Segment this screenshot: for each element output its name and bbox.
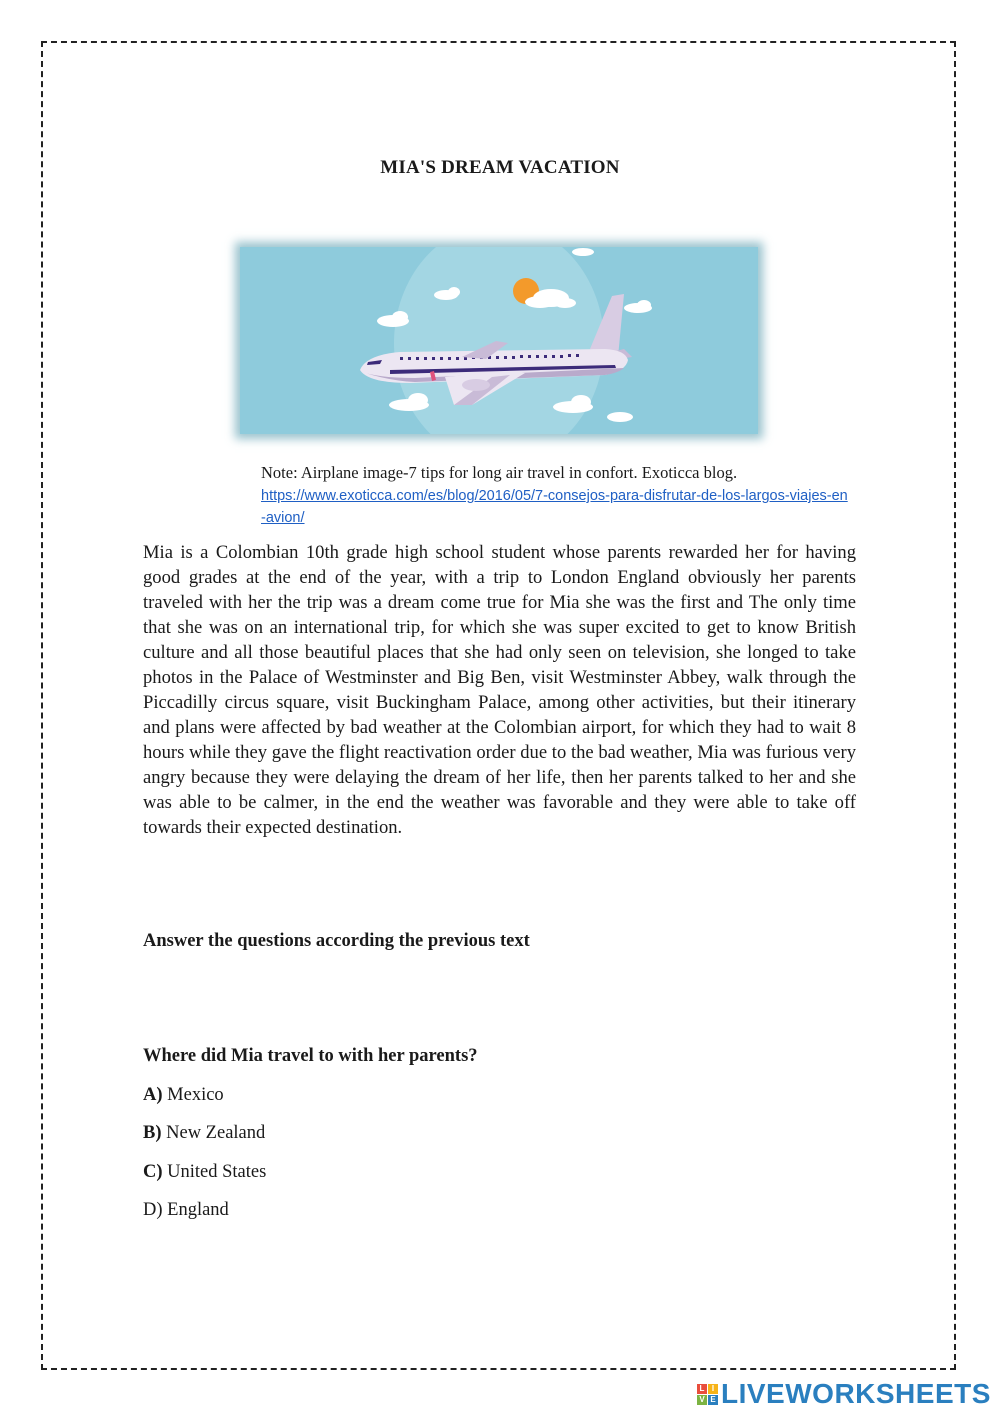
airplane-icon — [240, 247, 758, 434]
option-text: Mexico — [167, 1085, 224, 1105]
logo-tile: E — [708, 1395, 718, 1405]
option-text: New Zealand — [166, 1123, 266, 1143]
caption-note: Note: Airplane image-7 tips for long air travel in confort. Exoticca blog. — [261, 463, 738, 482]
option-text: United States — [167, 1162, 267, 1182]
liveworksheets-brand[interactable] — [697, 1377, 991, 1411]
source-link[interactable]: https://www.exoticca.com/es/blog/2016/05/7-consejos-para-disfrutar-de-los-largos-viajes-en-avion/ — [261, 488, 848, 526]
image-caption — [261, 461, 861, 529]
answer-option-b[interactable] — [143, 1123, 265, 1144]
option-letter: B) — [143, 1123, 162, 1143]
answer-option-a[interactable] — [143, 1085, 224, 1106]
instruction-heading: Answer the questions according the previous text — [143, 931, 530, 951]
answer-option-c[interactable] — [143, 1162, 266, 1183]
option-text: England — [167, 1200, 229, 1220]
answer-option-d[interactable] — [143, 1200, 229, 1221]
logo-tile: L — [697, 1384, 707, 1394]
option-letter: C) — [143, 1162, 163, 1182]
page-title: MIA'S DREAM VACATION — [380, 157, 620, 178]
liveworksheets-logo-icon — [697, 1384, 718, 1405]
reading-passage: Mia is a Colombian 10th grade high school student whose parents rewarded her for having good grades at the end of the year, with a trip to London England obviously her parents traveled with her the trip was a dream come true for Mia she was the first and The only time that she was on an international trip, for which she was super excited to get to know British culture and all those beautiful places that she had only seen on television, she longed to take photos in the Palace of Westminster and Big Ben, visit Westminster Abbey, walk through the Piccadilly circus square, visit Buckingham Palace, among other activities, but their itinerary and plans were affected by bad weather at the Colombian airport, for which they had to wait 8 hours while they gave the flight reactivation order due to the bad weather, Mia was furious very angry because they were delaying the dream of her life, then her parents talked to her and she was able to be calmer, in the end the weather was favorable and they were able to take off towards their expected destination. — [143, 542, 856, 838]
logo-tile: V — [697, 1395, 707, 1405]
option-letter: A) — [143, 1085, 163, 1105]
brand-name: LIVEWORKSHEETS — [721, 1378, 991, 1409]
airplane-illustration — [240, 247, 758, 434]
option-letter: D) — [143, 1200, 163, 1220]
logo-tile: I — [708, 1384, 718, 1394]
question-text: Where did Mia travel to with her parents? — [143, 1046, 478, 1066]
